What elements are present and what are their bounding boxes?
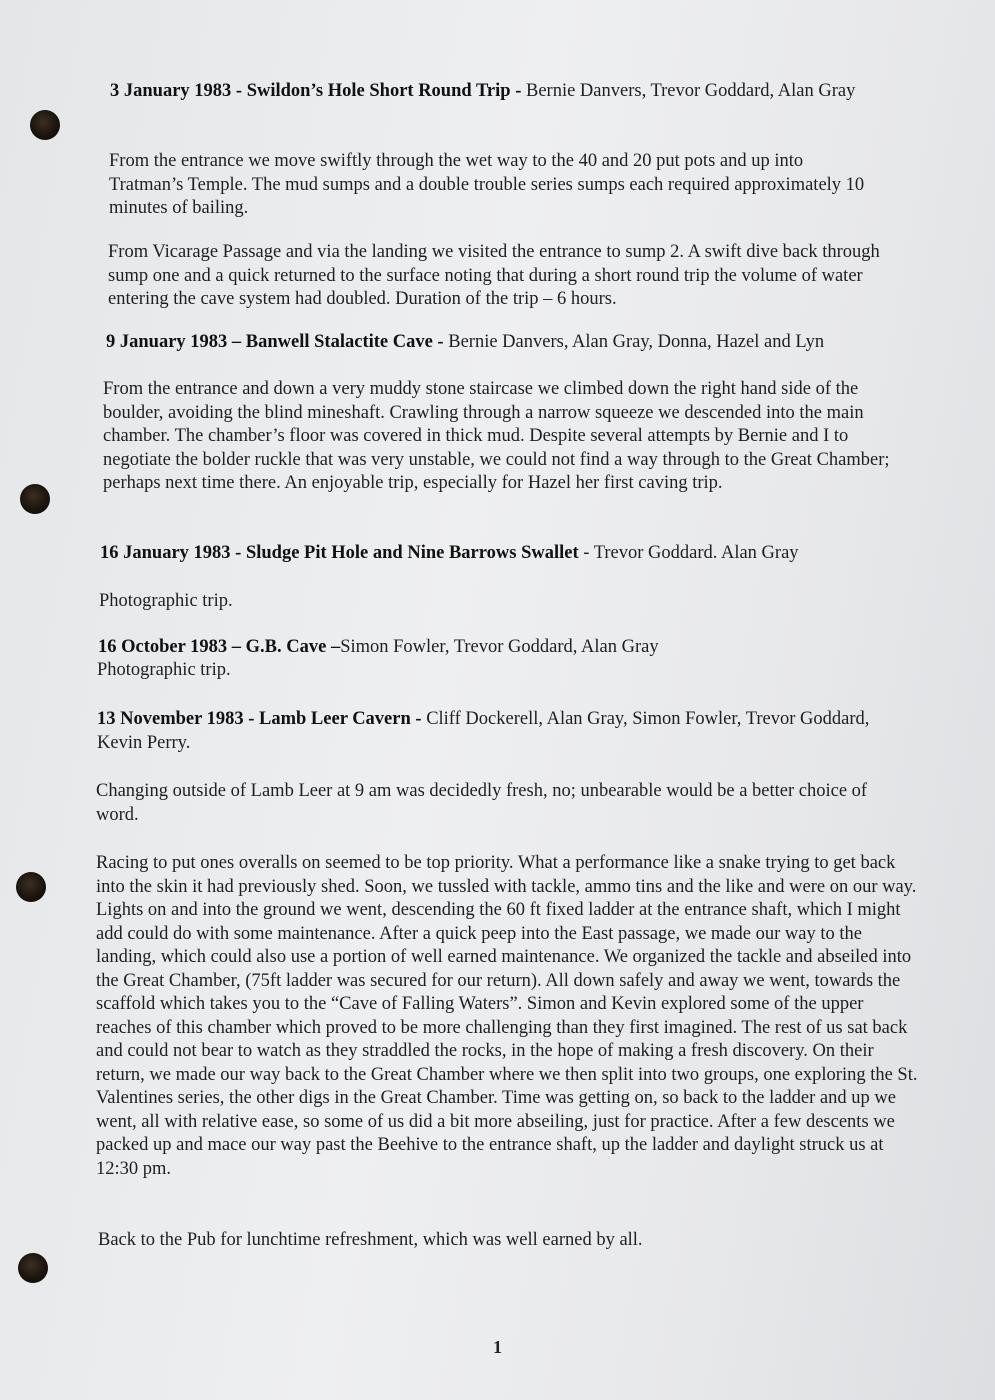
entry-participants: Simon Fowler, Trevor Goddard, Alan Gray xyxy=(340,637,659,657)
entry-heading-line xyxy=(110,80,900,104)
entry-paragraph: Racing to put ones overalls on seemed to be top priority. What a performance like a snake trying to get back into the skin it had previously shed. Soon, we tussled with tackle, ammo tins and the like and were on our way. Lights on and into the ground we went, descending the 60 ft fixed ladder at the entrance shaft, which I might add could do with some maintenance. After a quick peep into the East passage, we made our way to the landing, which could also use a portion of well earned maintenance. We organized the tackle and abseiled into the Great Chamber, (75ft ladder was secured for our return). All down safely and away we went, towards the scaffold which takes you to the “Cave of Falling Waters”. Simon and Kevin explored some of the upper reaches of this chamber which proved to be more challenging than they first imagined. The rest of us sat back and could not bear to watch as they straddled the rocks, in the hope of making a fresh discovery. On their return, we made our way back to the Great Chamber where we then split into two groups, one exploring the St. Valentines series, the other digs in the Great Chamber. Time was getting on, so back to the ladder and up we went, all with relative ease, so some of us did a bit more abseiling, just for practice. After a few descents we packed up and mace our way past the Beehive to the entrance shaft, up the ladder and daylight struck us at 12:30 pm. xyxy=(96,853,918,1179)
entry-title: 16 October 1983 – G.B. Cave – xyxy=(98,637,341,657)
entry-title: 3 January 1983 - Swildon’s Hole Short Round Trip - xyxy=(110,81,522,101)
entry-heading-line xyxy=(97,708,897,755)
punch-hole-icon xyxy=(18,1253,48,1283)
entry-paragraph: Changing outside of Lamb Leer at 9 am was decidedly fresh, no; unbearable would be a better choice of word. xyxy=(96,781,868,825)
entry-participants: Bernie Danvers, Alan Gray, Donna, Hazel and Lyn xyxy=(443,332,825,352)
entry-title: 13 November 1983 - Lamb Leer Cavern - xyxy=(97,709,422,729)
page-number: 1 xyxy=(493,1337,502,1357)
entry-title: 9 January 1983 – Banwell Stalactite Cave - xyxy=(106,332,444,352)
entry-heading-line xyxy=(100,542,910,566)
entry-title: 16 January 1983 - Sludge Pit Hole and Nine Barrows Swallet xyxy=(100,543,579,563)
entry-paragraph: Photographic trip. xyxy=(97,660,231,680)
punch-hole-icon xyxy=(20,484,50,514)
entry-paragraph: From the entrance and down a very muddy stone staircase we climbed down the right hand side of the boulder, avoiding the blind mineshaft. Crawling through a narrow squeeze we descended into the main chamber. The chamber’s floor was covered in thick mud. Despite several attempts by Bernie and I to negotiate the bolder ruckle that was very unstable, we could not find a way through to the Great Chamber; perhaps next time there. An enjoyable trip, especially for Hazel her first caving trip. xyxy=(103,379,890,493)
entry-heading-line xyxy=(98,636,908,660)
entry-participants: Cliff Dockerell, Alan Gray, Simon Fowler, Trevor Goddard, Kevin Perry. xyxy=(97,709,870,753)
entry-participants: Bernie Danvers, Trevor Goddard, Alan Gray xyxy=(521,81,856,101)
entry-paragraph: From the entrance we move swiftly through the wet way to the 40 and 20 put pots and up into Tratman’s Temple. The mud sumps and a double trouble series sumps each required approximately 10 minutes of bailing. xyxy=(109,151,865,218)
entry-paragraph: From Vicarage Passage and via the landing we visited the entrance to sump 2. A swift dive back through sump one and a quick returned to the surface noting that during a short round trip the volume of water entering the cave system had doubled. Duration of the trip – 6 hours. xyxy=(108,242,880,309)
punch-hole-icon xyxy=(16,872,46,902)
entry-participants: - Trevor Goddard. Alan Gray xyxy=(578,543,799,563)
punch-hole-icon xyxy=(30,110,60,140)
entry-heading-line xyxy=(106,331,916,355)
entry-paragraph: Back to the Pub for lunchtime refreshment, which was well earned by all. xyxy=(98,1230,643,1250)
entry-paragraph: Photographic trip. xyxy=(99,591,233,611)
